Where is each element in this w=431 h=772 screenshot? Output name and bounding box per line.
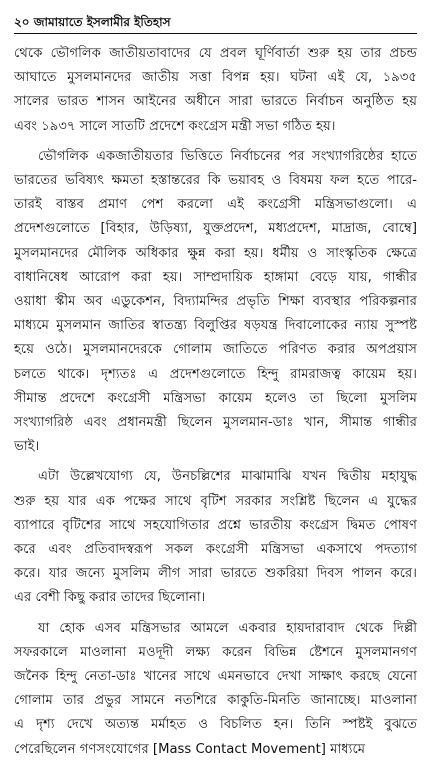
text-line: যা হোক এসব মন্ত্রিসভার আমলে একবার হায়দারাবাদ থেকে দিল্লী [38,620,417,636]
paragraph [14,617,417,762]
text-line: সংখ্যাগরিষ্ঠ এবং প্রধানমন্ত্রী ছিলেন মুসলমান-ডাঃ খান, সীমান্ত গান্ধীর [14,415,417,431]
text-line: এটা উল্লেখযোগ্য যে, উনচল্লিশের মাঝামাঝি যখন দ্বিতীয় মহাযুদ্ধ [38,469,417,485]
text-line: সালের ভারত শাসন আইনের অধীনে সারা ভারতে নির্বাচন অনুষ্ঠিত হয় [14,94,417,110]
text-line: মাধ্যমে মুসলমান জাতির স্বাতন্ত্র্য বিলুপ্তির ষড়যন্ত্র দিবালোকের ন্যায় সুস্পষ্ট [14,318,417,334]
text-line: ভারতের ভবিষ্যৎ ক্ষমতা হস্তান্তরের কি ভয়াবহ ও বিষময় ফল হতে পারে- [14,173,417,189]
text-line: চলতে থাকে। দৃশ্যতঃ এ প্রদেশগুলোতে হিন্দু রামরাজত্ব কায়েম হয়। [14,366,417,382]
text-line: প্রদেশগুলোতে [বিহার, উড়িষ্যা, যুক্তপ্রদেশ, মধ্যপ্রদেশ, মাদ্রাজ, বোম্বে] [14,221,417,237]
text-line: থেকে ভৌগলিক জাতীয়তাবাদের যে প্রবল ঘূর্ণিবার্তা শুরু হয় তার প্রচন্ড [14,46,417,61]
text-line: সফরকালে মাওলানা মওদূদী লক্ষ্য করেন বিভিন্ন ষ্টেশনে মুসলমানগণ [14,644,417,660]
body-text [14,42,417,762]
text-line: বাধানিষেধ আরোপ করা হয়। সাম্প্রদায়িক হাঙ্গামা বেড়ে যায়, গান্ধীর [14,269,417,285]
text-line: মুসলমানদের মৌলিক অধিকার ক্ষুন্ন করা হয়। ধর্মীয় ও সাংস্কৃতিক ক্ষেত্রে [14,245,417,261]
header-rule [14,33,417,34]
text-line: হয়ে ওঠে। মুসলমানদেরকে গোলাম জাতিতে পরিণত করার অপপ্রয়াস [14,342,417,358]
text-line: পেরেছিলেন গণসংযোগের [Mass Contact Movement] মাধ্যমে [14,741,366,757]
text-line: আঘাতে মুসলমানদের জাতীয় সত্তা বিপন্ন হয়। ঘটনা এই যে, ১৯৩৫ [14,70,417,86]
text-line: শুরু হয় যার এক পক্ষের সাথে বৃটিশ সরকার সংশ্লিষ্ট ছিলেন এ যুদ্ধের [14,493,417,509]
text-line: এ দৃশ্য দেখে অত্যন্ত মর্মাহত ও বিচলিত হন। তিনি স্পষ্টই বুঝতে [14,717,417,733]
text-line: করে এবং প্রতিবাদস্বরূপ সকল কংগ্রেসী মন্ত্রিসভা একসাথে পদত্যাগ [14,542,417,558]
text-line: এবং ১৯৩৭ সালে সাতটি প্রদেশে কংগ্রেস মন্ত্রী সভা গঠিত হয়। [14,118,336,134]
text-line: ব্যাপারে বৃটিশের সাথে সহযোগিতার প্রশ্নে ভারতীয় কংগ্রেস দ্বিমত পোষণ [14,517,417,533]
text-line: সীমান্ত প্রদেশে কংগ্রেসী মন্ত্রিসভা কায়েম হলেও তা ছিলো মুসলিম [14,390,417,406]
text-line: ওয়াধা স্কীম অব এডুকেশন, বিদ্যামন্দির প্রভৃতি শিক্ষা ব্যবস্থার পরিকল্পনার [14,294,417,310]
text-line: ভাই। [14,439,40,455]
text-line: গোলাম তার প্রভুর সামনে নতশিরে কাকুতি-মিনতি জানাচ্ছে। মাওলানা [14,693,417,709]
paragraph [14,465,417,610]
text-line: জনৈক হিন্দু নেতা-ডাঃ খানের সাথে এমনভাবে দেখা সাক্ষাৎ করছে যেনো [14,669,417,685]
text-line: তারই বাস্তব প্রমাণ পেশ করলো এই কংগ্রেসী মন্ত্রিসভাগুলো। এ [14,197,417,213]
text-line: করে। যার জন্যে মুসলিম লীগ সারা ভারতে শুকরিয়া দিবস পালন করে। [14,566,417,582]
paragraph [14,145,417,460]
text-line: এর বেশী কিছু করার তাদের ছিলোনা। [14,590,206,606]
paragraph [14,42,417,139]
running-header: ২০ জামায়াতে ইসলামীর ইতিহাস [14,15,171,29]
text-line: ভৌগলিক একজাতীয়তার ভিত্তিতে নির্বাচনের পর সংখ্যাগরিষ্ঠের হাতে [38,148,417,164]
